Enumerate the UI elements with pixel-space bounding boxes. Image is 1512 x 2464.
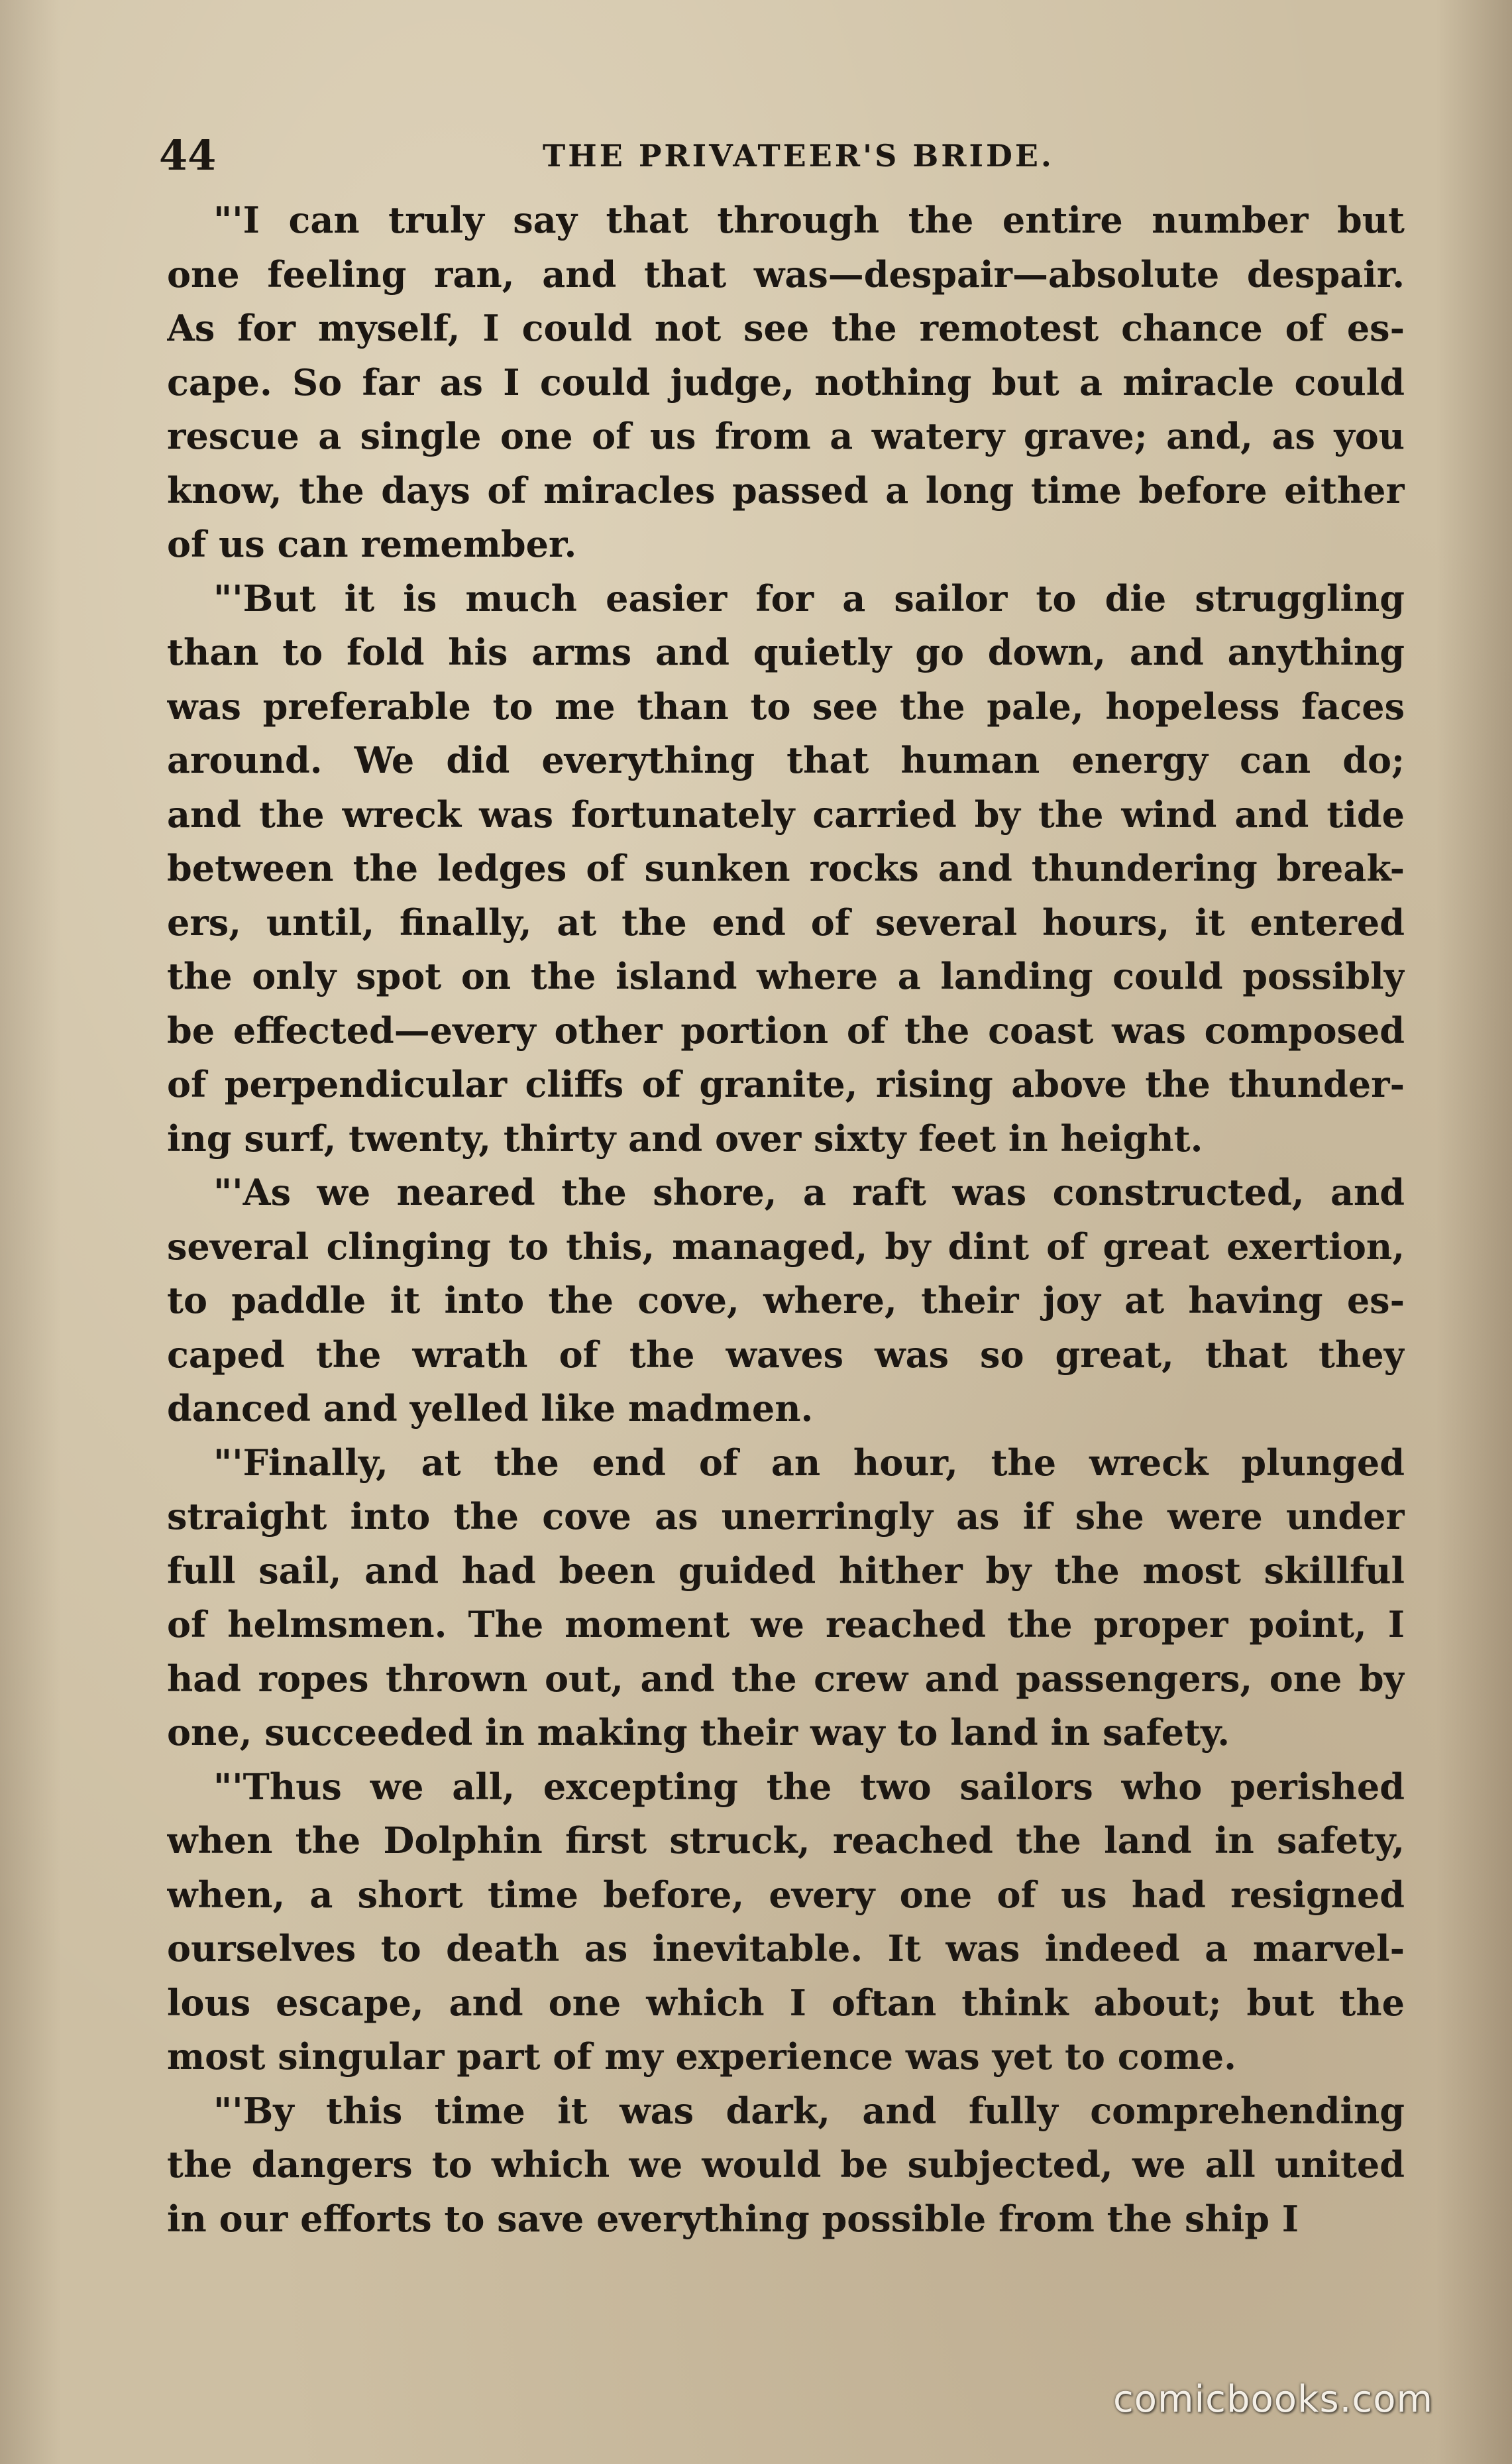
text-line: when the Dolphin first struck, reached the land in safety, <box>167 1819 1405 1862</box>
text-line: and the wreck was fortunately carried by the wind and tide <box>167 793 1405 836</box>
paragraph <box>167 1166 1405 1436</box>
paragraph <box>167 2084 1405 2247</box>
running-title: THE PRIVATEER'S BRIDE. <box>543 138 1054 174</box>
text-line: one feeling ran, and that was—despair—absolute despair. <box>167 252 1405 296</box>
paragraph <box>167 572 1405 1166</box>
text-line: the only spot on the island where a landing could possibly <box>167 955 1405 997</box>
text-line: one, succeeded in making their way to land in safety. <box>167 1711 1230 1754</box>
text-line: cape. So far as I could judge, nothing but a miracle could <box>167 361 1405 404</box>
text-line: straight into the cove as unerringly as if she were under <box>167 1495 1405 1538</box>
text-line: when, a short time before, every one of us had resigned <box>167 1873 1405 1916</box>
text-line: than to fold his arms and quietly go down, and anything <box>167 631 1405 673</box>
text-line: had ropes thrown out, and the crew and passengers, one by <box>167 1657 1405 1700</box>
text-line: "'Finally, at the end of an hour, the wreck plunged <box>213 1441 1405 1484</box>
text-line: danced and yelled like madmen. <box>167 1387 814 1429</box>
text-line: of us can remember. <box>167 523 577 565</box>
text-line: the dangers to which we would be subjected, we all united <box>167 2143 1405 2186</box>
text-line: ers, until, finally, at the end of several hours, it entered <box>167 901 1405 944</box>
text-line: caped the wrath of the waves was so great, that they <box>167 1333 1405 1376</box>
text-line: lous escape, and one which I oftan think about; but the <box>167 1981 1405 2024</box>
text-line: know, the days of miracles passed a long time before either <box>167 469 1405 512</box>
text-line: be effected—every other portion of the coast was composed <box>167 1009 1405 1052</box>
text-line: between the ledges of sunken rocks and thundering break- <box>167 847 1405 889</box>
text-line: As for myself, I could not see the remotest chance of es- <box>167 307 1405 349</box>
paragraph <box>167 1436 1405 1760</box>
watermark: comicbooks.com <box>1113 2378 1434 2421</box>
text-line: was preferable to me than to see the pale, hopeless faces <box>167 685 1405 728</box>
text-line: "'By this time it was dark, and fully comprehending <box>213 2089 1405 2132</box>
page-header <box>159 126 1411 186</box>
text-line: ing surf, twenty, thirty and over sixty feet in height. <box>167 1117 1203 1160</box>
page-number: 44 <box>159 131 217 180</box>
text-line: to paddle it into the cove, where, their joy at having es- <box>167 1279 1405 1321</box>
text-line: several clinging to this, managed, by dint of great exertion, <box>167 1225 1405 1268</box>
text-line: "'Thus we all, excepting the two sailors who perished <box>213 1765 1405 1808</box>
paragraph <box>167 194 1405 572</box>
text-line: in our efforts to save everything possible from the ship I <box>167 2197 1299 2240</box>
text-line: full sail, and had been guided hither by the most skillful <box>167 1549 1405 1592</box>
text-line: around. We did everything that human energy can do; <box>167 739 1405 781</box>
text-line: "'As we neared the shore, a raft was constructed, and <box>213 1171 1405 1213</box>
paragraph <box>167 1760 1405 2084</box>
text-line: of perpendicular cliffs of granite, rising above the thunder- <box>167 1063 1405 1105</box>
text-line: of helmsmen. The moment we reached the proper point, I <box>167 1603 1405 1646</box>
text-line: "'But it is much easier for a sailor to die struggling <box>213 577 1405 620</box>
body-text <box>167 194 1405 2240</box>
text-line: ourselves to death as inevitable. It was indeed a marvel- <box>167 1927 1405 1970</box>
text-line: "'I can truly say that through the entire number but <box>213 199 1405 241</box>
text-line: most singular part of my experience was yet to come. <box>167 2035 1236 2078</box>
text-line: rescue a single one of us from a watery grave; and, as you <box>167 415 1405 457</box>
